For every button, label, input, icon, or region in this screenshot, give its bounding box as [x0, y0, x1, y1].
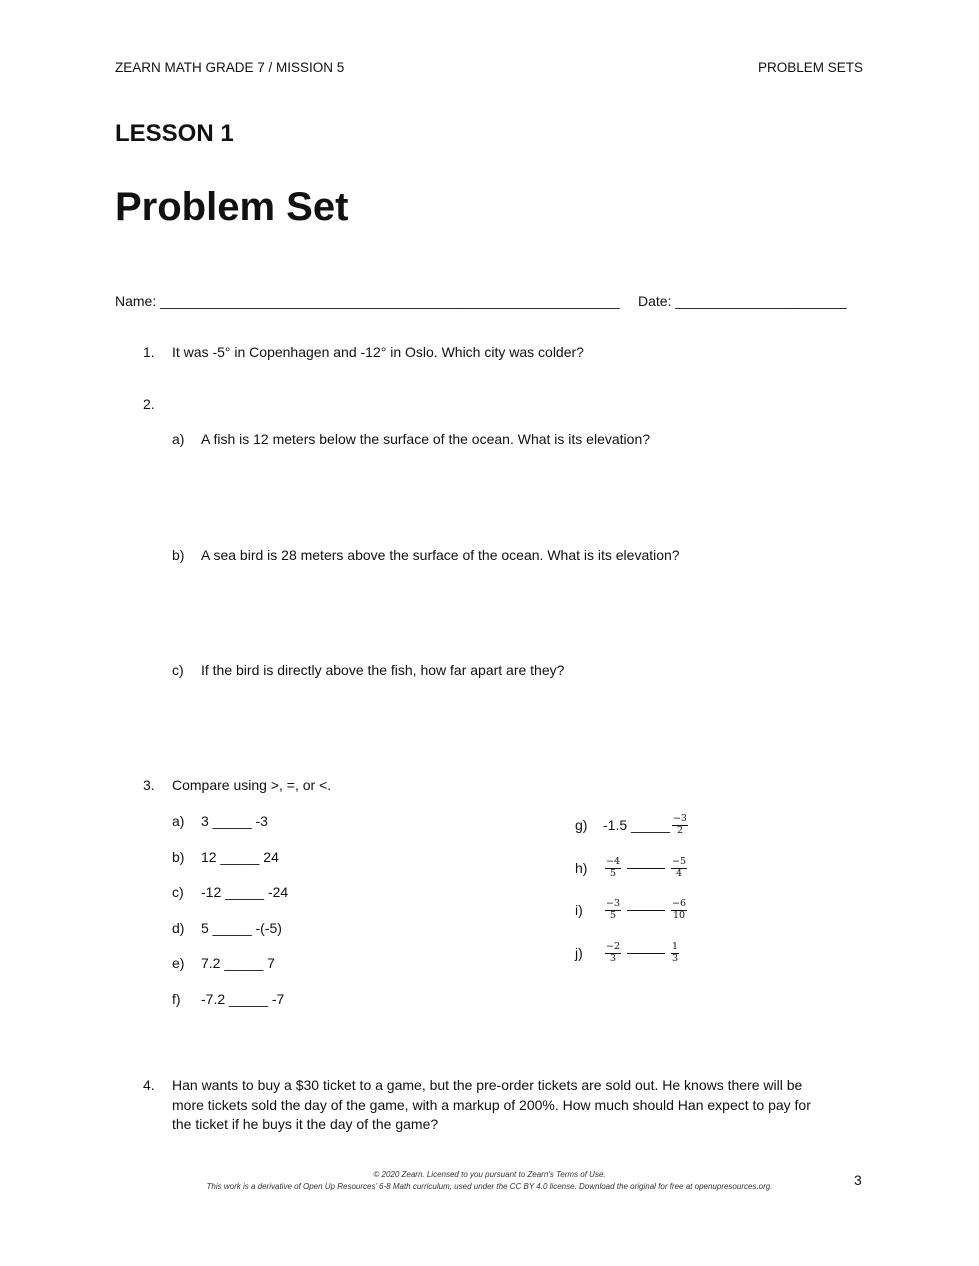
q3-number: 3. [143, 777, 155, 793]
q2b-label: b) [172, 547, 185, 563]
q3-item-label: g) [575, 817, 588, 833]
q3-item-label: i) [575, 902, 583, 918]
page-title: Problem Set [115, 185, 349, 229]
q3-item-text: 7.2 _____ 7 [201, 955, 275, 971]
answer-blank[interactable] [627, 953, 665, 954]
answer-blank[interactable] [627, 910, 665, 911]
q3-item-label: f) [172, 991, 181, 1007]
q3-item-text: -12 _____ -24 [201, 884, 289, 900]
name-field[interactable]: Name: ___________________________________________________________ [115, 293, 620, 309]
date-field[interactable]: Date: ______________________ [638, 293, 847, 309]
fraction: $\frac{-5}{4}$ [672, 855, 687, 879]
q3-item-expression: -1.5 _____ $\frac{-3}{2}$ [603, 812, 687, 836]
q2a-text: A fish is 12 meters below the surface of the ocean. What is its elevation? [201, 431, 651, 447]
answer-blank[interactable] [627, 868, 665, 869]
q3-item-expression [603, 896, 689, 924]
q3-item-text: 3 _____ -3 [201, 813, 268, 829]
q3-item-text: 12 _____ 24 [201, 849, 279, 865]
footer-license: This work is a derivative of Open Up Resources’ 6-8 Math curriculum, used under the CC BY 4.0 license. Download the original for free at openupresources.org. [206, 1182, 773, 1191]
fraction: $\frac{1}{3}$ [672, 940, 679, 964]
header-section: PROBLEM SETS [757, 60, 863, 75]
page-number: 3 [854, 1172, 862, 1188]
q3-item-label: d) [172, 920, 185, 936]
q3-item-expression [603, 939, 681, 967]
q2c-text: If the bird is directly above the fish, how far apart are they? [201, 662, 565, 678]
fraction: $\frac{-2}{3}$ [606, 940, 621, 964]
q2-number: 2. [143, 396, 155, 412]
q3-item-label: h) [575, 860, 588, 876]
q3-item-text: -7.2 _____ -7 [201, 991, 285, 1007]
q4-number: 4. [143, 1077, 155, 1093]
q2b-text: A sea bird is 28 meters above the surface of the ocean. What is its elevation? [201, 547, 680, 563]
q3-item-label: a) [172, 813, 185, 829]
q3-item-label: b) [172, 849, 185, 865]
q2a-label: a) [172, 431, 185, 447]
q3-item-label: e) [172, 955, 185, 971]
q3-item-label: c) [172, 884, 184, 900]
q4-line: more tickets sold the day of the game, with a markup of 200%. How much should Han expect to pay for [172, 1097, 811, 1113]
fraction: $\frac{-6}{10}$ [672, 897, 687, 921]
q3-text: Compare using >, =, or <. [172, 777, 332, 793]
lesson-label: LESSON 1 [115, 120, 234, 147]
q1-text: It was -5° in Copenhagen and -12° in Oslo. Which city was colder? [172, 344, 584, 360]
header-course: ZEARN MATH GRADE 7 / MISSION 5 [115, 60, 345, 75]
fraction: $\frac{-4}{5}$ [606, 855, 621, 879]
q4-line: Han wants to buy a $30 ticket to a game, but the pre-order tickets are sold out. He knows there will be [172, 1077, 803, 1093]
q1-number: 1. [143, 344, 155, 360]
fraction: $\frac{-3}{5}$ [606, 897, 621, 921]
q3-item-text: 5 _____ -(-5) [201, 920, 282, 936]
q4-line: the ticket if he buys it the day of the game? [172, 1116, 439, 1132]
footer-copyright: © 2020 Zearn. Licensed to you pursuant to Zearn’s Terms of Use. [373, 1170, 606, 1179]
q3-item-expression [603, 854, 689, 882]
q2c-label: c) [172, 662, 184, 678]
fraction: $\frac{-3}{2}$ [672, 812, 687, 836]
q3-item-label: j) [575, 945, 583, 961]
